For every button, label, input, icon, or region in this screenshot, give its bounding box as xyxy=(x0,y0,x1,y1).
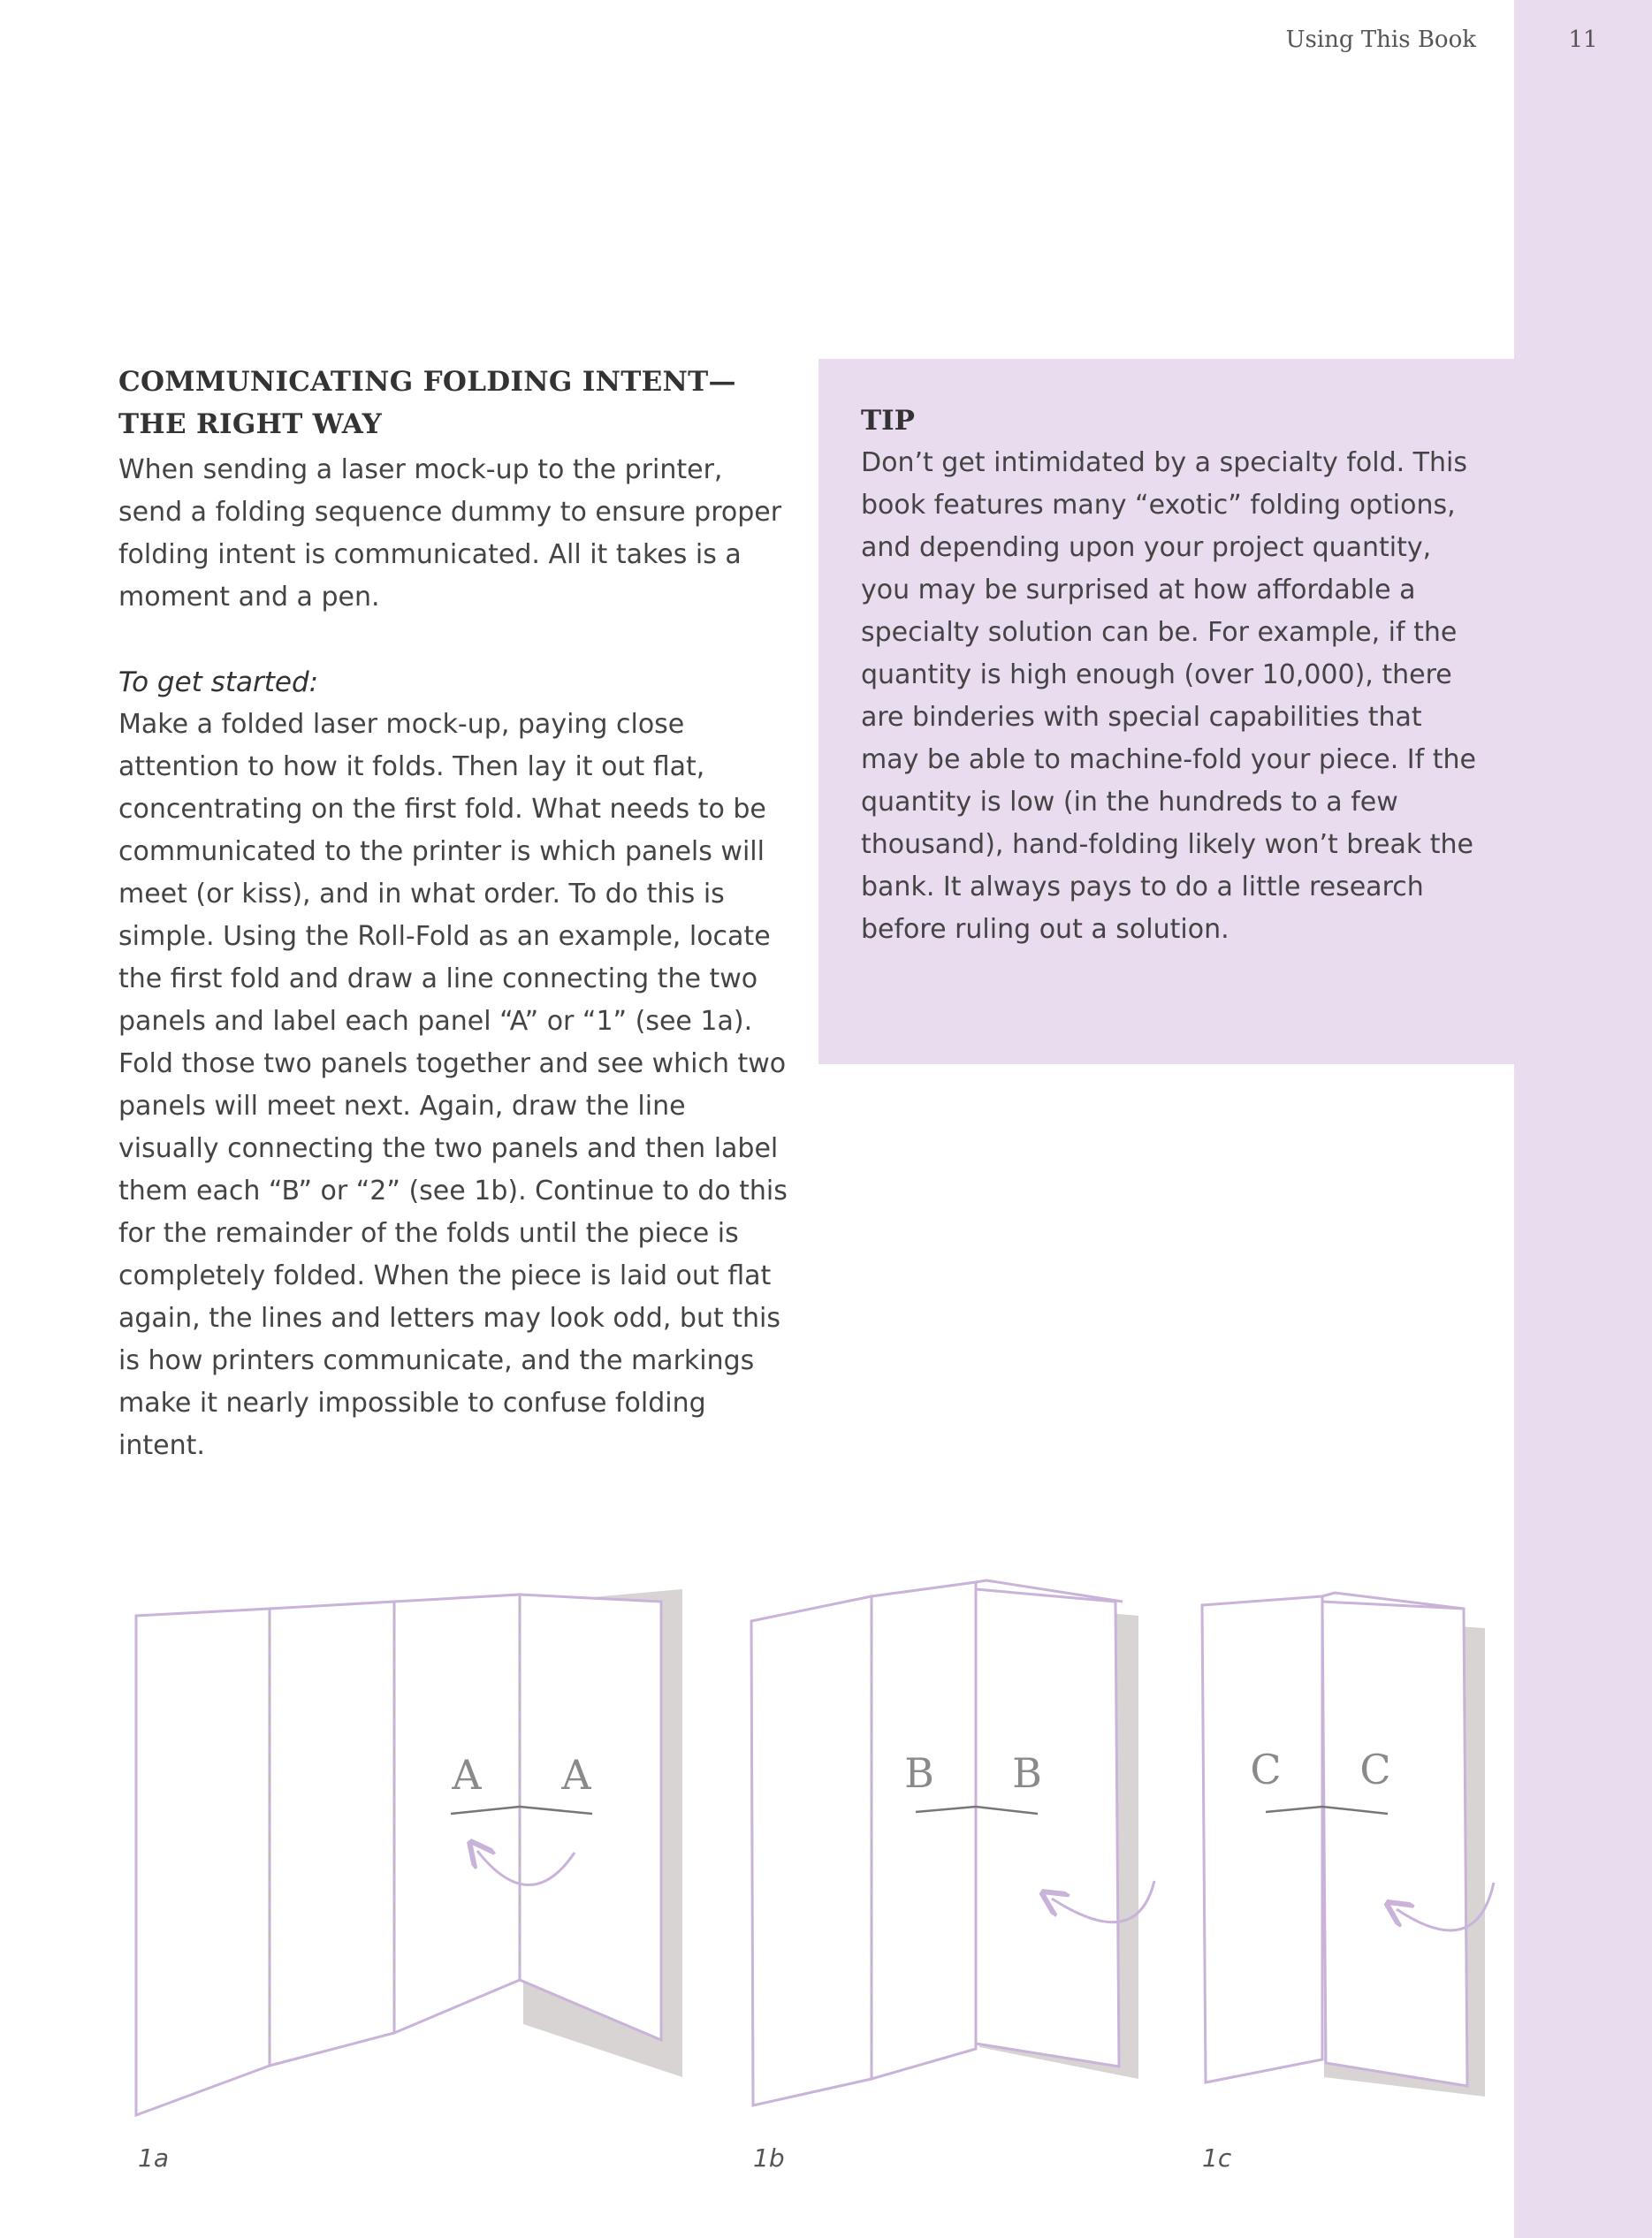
figure-1b-panel-2 xyxy=(872,1582,976,2079)
figure-1c-panel-1 xyxy=(1202,1596,1322,2082)
figure-1a-panel-2 xyxy=(270,1602,394,2066)
figure-1a-panel-4 xyxy=(520,1595,661,2040)
figure-1a-caption: 1a xyxy=(138,2143,169,2173)
intro-paragraph: When sending a laser mock-up to the printer, send a folding sequence dummy to ensure proper folding intent is communicated. All it takes is a moment and a pen. xyxy=(118,454,782,613)
figure-1c-folded-panel xyxy=(1322,1602,1467,2086)
section-title-line-1: COMMUNICATING FOLDING INTENT— xyxy=(118,366,736,398)
figure-1c-label-left: C xyxy=(1250,1746,1282,1793)
figure-1c-caption: 1c xyxy=(1202,2143,1232,2173)
figure-1b-caption: 1b xyxy=(753,2143,785,2173)
figure-1a-label-right: A xyxy=(561,1751,591,1799)
figure-1b-label-right: B xyxy=(1012,1749,1042,1797)
page-number: 11 xyxy=(1568,27,1598,53)
instructions-paragraph: Make a folded laser mock-up, paying close attention to how it folds. Then lay it out flat, concentrating on the first fold. What needs to be communicated to the printer is which panels will meet (or kiss), and in what order. To do this is simple. Using the Roll-Fold as an example, locate the first fold and draw a line connecting the two panels and label each panel “A” or “1” (see 1a). Fold those two panels together and see which two panels will meet next. Again, draw the line visually connecting the two panels and then label them each “B” or “2” (see 1b). Continue to do this for the remainder of the folds until the piece is completely folded. When the piece is laid out flat again, the lines and letters may look odd, but this is how printers communicate, and the markings make it nearly impossible to confuse folding intent. xyxy=(118,709,788,1461)
figure-1b-label-left: B xyxy=(904,1749,934,1797)
get-started-subhead: To get started: xyxy=(118,666,319,698)
figure-1a-panel-1 xyxy=(136,1609,270,2115)
figure-1b-diagram xyxy=(751,1580,1154,2105)
figure-1a-label-left: A xyxy=(452,1751,482,1799)
figure-1c-label-right: C xyxy=(1359,1746,1391,1793)
figure-1a-diagram xyxy=(136,1589,682,2115)
figure-1b-folded-panel xyxy=(976,1589,1119,2067)
figure-1b-panel-1 xyxy=(751,1596,872,2105)
figure-1c-diagram xyxy=(1202,1593,1494,2097)
section-title-line-2: THE RIGHT WAY xyxy=(118,408,383,440)
running-head: Using This Book xyxy=(1285,27,1476,53)
tip-title: TIP xyxy=(861,405,915,437)
tip-text: Don’t get intimidated by a specialty fold. This book features many “exotic” folding options, and depending upon your project quantity, you may be surprised at how affordable a specialty solution can be. For example, if the quantity is high enough (over 10,000), there are binderies with special capabilities that may be able to machine-fold your piece. If the quantity is low (in the hundreds to a few thousand), hand-folding likely won’t break the bank. It always pays to do a little research before ruling out a solution. xyxy=(861,447,1476,945)
